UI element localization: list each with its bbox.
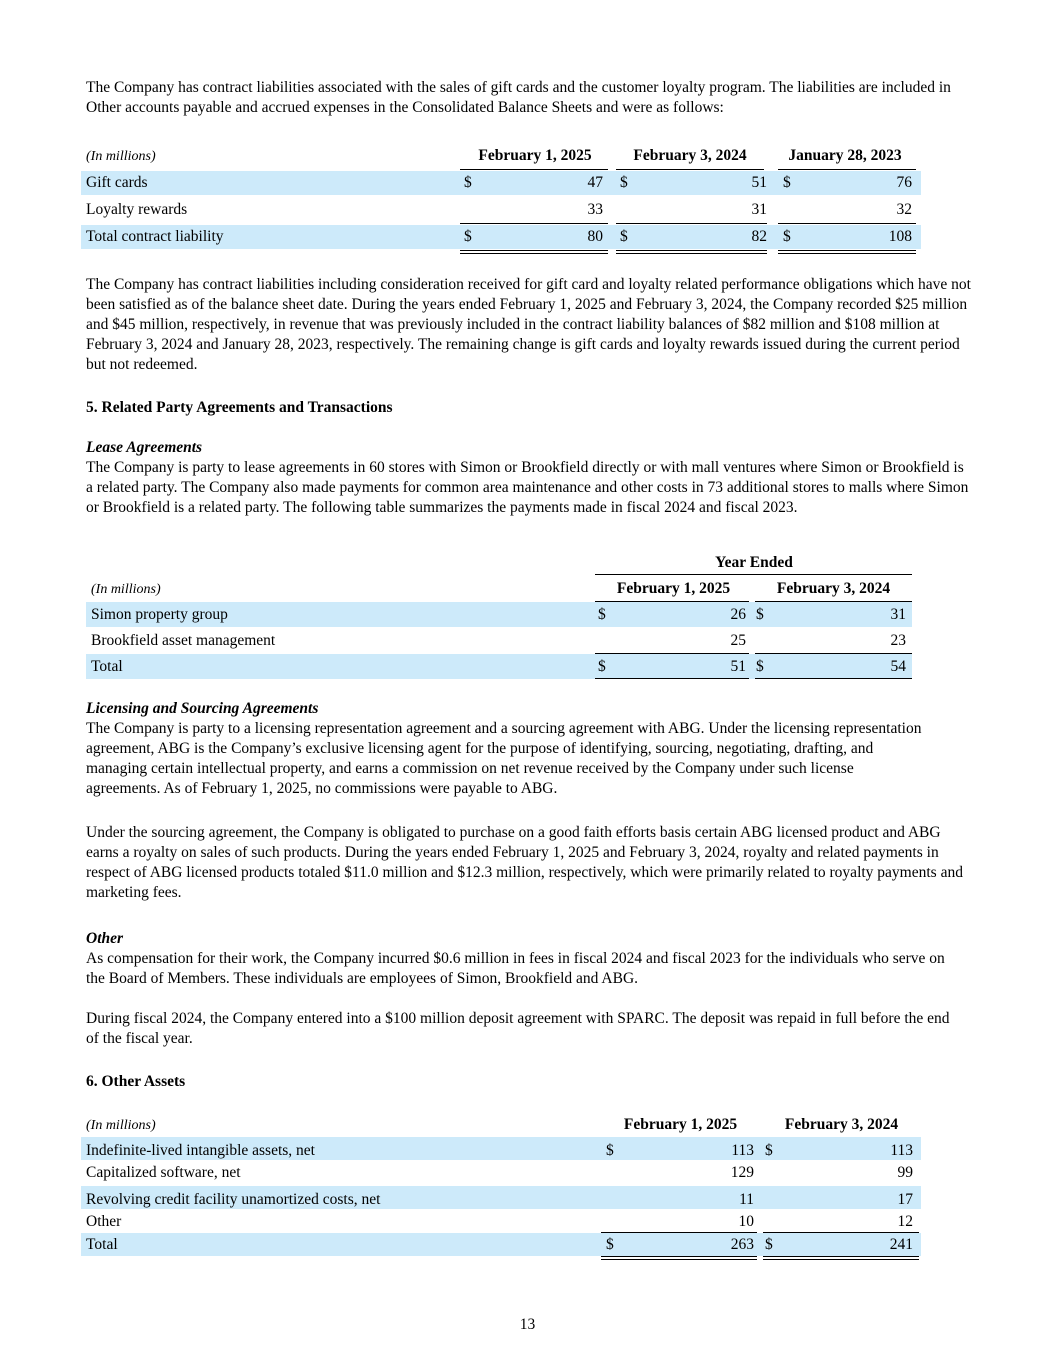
value-cell: 26 — [730, 606, 746, 623]
row-label: Revolving credit facility unamortized costs, net — [86, 1191, 381, 1208]
value-cell: 47 — [587, 174, 603, 191]
dollar-sign: $ — [783, 228, 791, 245]
dollar-sign: $ — [783, 174, 791, 191]
value-cell: 54 — [890, 658, 906, 675]
intro-paragraph: The Company has contract liabilities associated with the sales of gift cards and the customer loyalty program. The liabilities are included in Other accounts payable and accrued expenses in the Consolidated Balance Sheets and were as follows: — [86, 79, 951, 116]
table-units-label: (In millions) — [86, 1118, 156, 1133]
dollar-sign: $ — [620, 174, 628, 191]
dollar-sign: $ — [606, 1142, 614, 1159]
row-label: Simon property group — [91, 606, 228, 623]
table-row — [81, 1161, 921, 1185]
value-cell: 241 — [889, 1236, 913, 1253]
row-label: Gift cards — [86, 174, 148, 191]
table-row — [81, 1210, 921, 1232]
dollar-sign: $ — [598, 658, 606, 675]
column-header: February 3, 2024 — [776, 580, 891, 597]
row-label: Total — [91, 658, 123, 675]
value-cell: 25 — [730, 632, 746, 649]
value-cell: 11 — [739, 1191, 754, 1208]
row-label: Brookfield asset management — [91, 632, 276, 649]
value-cell: 113 — [731, 1142, 754, 1159]
row-label: Total contract liability — [86, 228, 224, 245]
value-cell: 99 — [897, 1164, 913, 1181]
lease-paragraph: The Company is party to lease agreements in 60 stores with Simon or Brookfield directly or with mall ventures where Simon or Brookfield is a related party. The Company also made payments for common area maintenance and other costs in 73 additional stores to malls where Simon or Brookfield is a related party. The following table summarizes the payments made in fiscal 2024 and fiscal 2023. — [86, 459, 969, 516]
value-cell: 108 — [888, 228, 912, 245]
table-row — [81, 1137, 921, 1160]
value-cell: 12 — [897, 1213, 913, 1230]
value-cell: 32 — [896, 201, 912, 218]
column-header: January 28, 2023 — [788, 147, 902, 164]
lease-agreements-heading: Lease Agreements — [86, 439, 203, 456]
other-assets-table — [81, 1115, 921, 1260]
dollar-sign: $ — [756, 658, 764, 675]
page-number: 13 — [519, 1316, 536, 1333]
value-cell: 51 — [751, 174, 767, 191]
table-row — [81, 171, 921, 195]
table-row — [81, 198, 921, 222]
value-cell: 10 — [738, 1213, 754, 1230]
value-cell: 113 — [890, 1142, 913, 1159]
column-header: February 1, 2025 — [623, 1116, 738, 1133]
dollar-sign: $ — [765, 1142, 773, 1159]
value-cell: 76 — [896, 174, 912, 191]
licensing-heading: Licensing and Sourcing Agreements — [86, 700, 319, 717]
value-cell: 51 — [730, 658, 746, 675]
table-units-label: (In millions) — [86, 149, 156, 164]
column-header: February 1, 2025 — [478, 147, 592, 164]
value-cell: 31 — [890, 606, 906, 623]
dollar-sign: $ — [606, 1236, 614, 1253]
column-header: February 3, 2024 — [784, 1116, 899, 1133]
row-label: Indefinite-lived intangible assets, net — [86, 1142, 315, 1159]
sourcing-paragraph: Under the sourcing agreement, the Company is obligated to purchase on a good faith efforts basis certain ABG licensed product and ABG earns a royalty on sales of such products. During the years ended February 1, 2025 and February 3, 2024, royalty and related payments in respect of ABG licensed products totaled $11.0 million and $12.3 million, respectively, which were primarily related to royalty payments and marketing fees. — [86, 824, 963, 901]
value-cell: 31 — [751, 201, 767, 218]
value-cell: 23 — [890, 632, 906, 649]
contract-liabilities-table — [81, 146, 921, 256]
row-label: Total — [86, 1236, 118, 1253]
table-row — [81, 1186, 921, 1209]
year-ended-header: Year Ended — [715, 554, 793, 571]
value-cell: 129 — [730, 1164, 754, 1181]
other-paragraph: As compensation for their work, the Company incurred $0.6 million in fees in fiscal 2024 and fiscal 2023 for the individuals who serve on the Board of Members. These individuals are employees of Simon, Brookfield and ABG. — [86, 950, 945, 987]
table-row — [81, 225, 921, 249]
deposit-paragraph: During fiscal 2024, the Company entered into a $100 million deposit agreement with SPARC. The deposit was repaid in full before the end of the fiscal year. — [86, 1010, 950, 1047]
other-heading: Other — [86, 930, 124, 947]
dollar-sign: $ — [756, 606, 764, 623]
licensing-paragraph: The Company is party to a licensing representation agreement and a sourcing agreement with ABG. Under the licensing representation agreement, ABG is the Company’s exclusive licensing agent for the purpose of identifying, sourcing, negotiating, drafting, and managing certain intellectual property, and earns a commission on net revenue received by the Company under such license agreements. As of February 1, 2025, no commissions were payable to ABG. — [86, 720, 922, 797]
dollar-sign: $ — [464, 228, 472, 245]
value-cell: 263 — [730, 1236, 754, 1253]
table-units-label: (In millions) — [91, 582, 161, 597]
dollar-sign: $ — [464, 174, 472, 191]
value-cell: 33 — [587, 201, 603, 218]
dollar-sign: $ — [598, 606, 606, 623]
row-label: Loyalty rewards — [86, 201, 188, 218]
dollar-sign: $ — [620, 228, 628, 245]
section-heading: 6. Other Assets — [86, 1073, 186, 1090]
value-cell: 17 — [897, 1191, 913, 1208]
row-label: Other — [86, 1213, 122, 1230]
dollar-sign: $ — [765, 1236, 773, 1253]
column-header: February 3, 2024 — [633, 147, 747, 164]
column-header: February 1, 2025 — [616, 580, 731, 597]
value-cell: 82 — [751, 228, 767, 245]
table-row — [86, 602, 912, 627]
contract-paragraph: The Company has contract liabilities including consideration received for gift card and loyalty related performance obligations which have not been satisfied as of the balance sheet date. During the years ended February 1, 2025 and February 3, 2024, the Company recorded $25 million and $45 million, respectively, in revenue that was previously included in the contract liability balances of $82 million and $108 million at February 3, 2024 and January 28, 2023, respectively. The remaining change is gift cards and loyalty rewards issued during the current period but not redeemed. — [86, 276, 971, 373]
value-cell: 80 — [587, 228, 603, 245]
table-row — [86, 654, 912, 679]
section-heading: 5. Related Party Agreements and Transactions — [86, 399, 393, 416]
related-party-payments-table — [86, 553, 916, 683]
row-label: Capitalized software, net — [86, 1164, 241, 1181]
table-row — [86, 628, 912, 653]
table-row — [81, 1233, 921, 1256]
